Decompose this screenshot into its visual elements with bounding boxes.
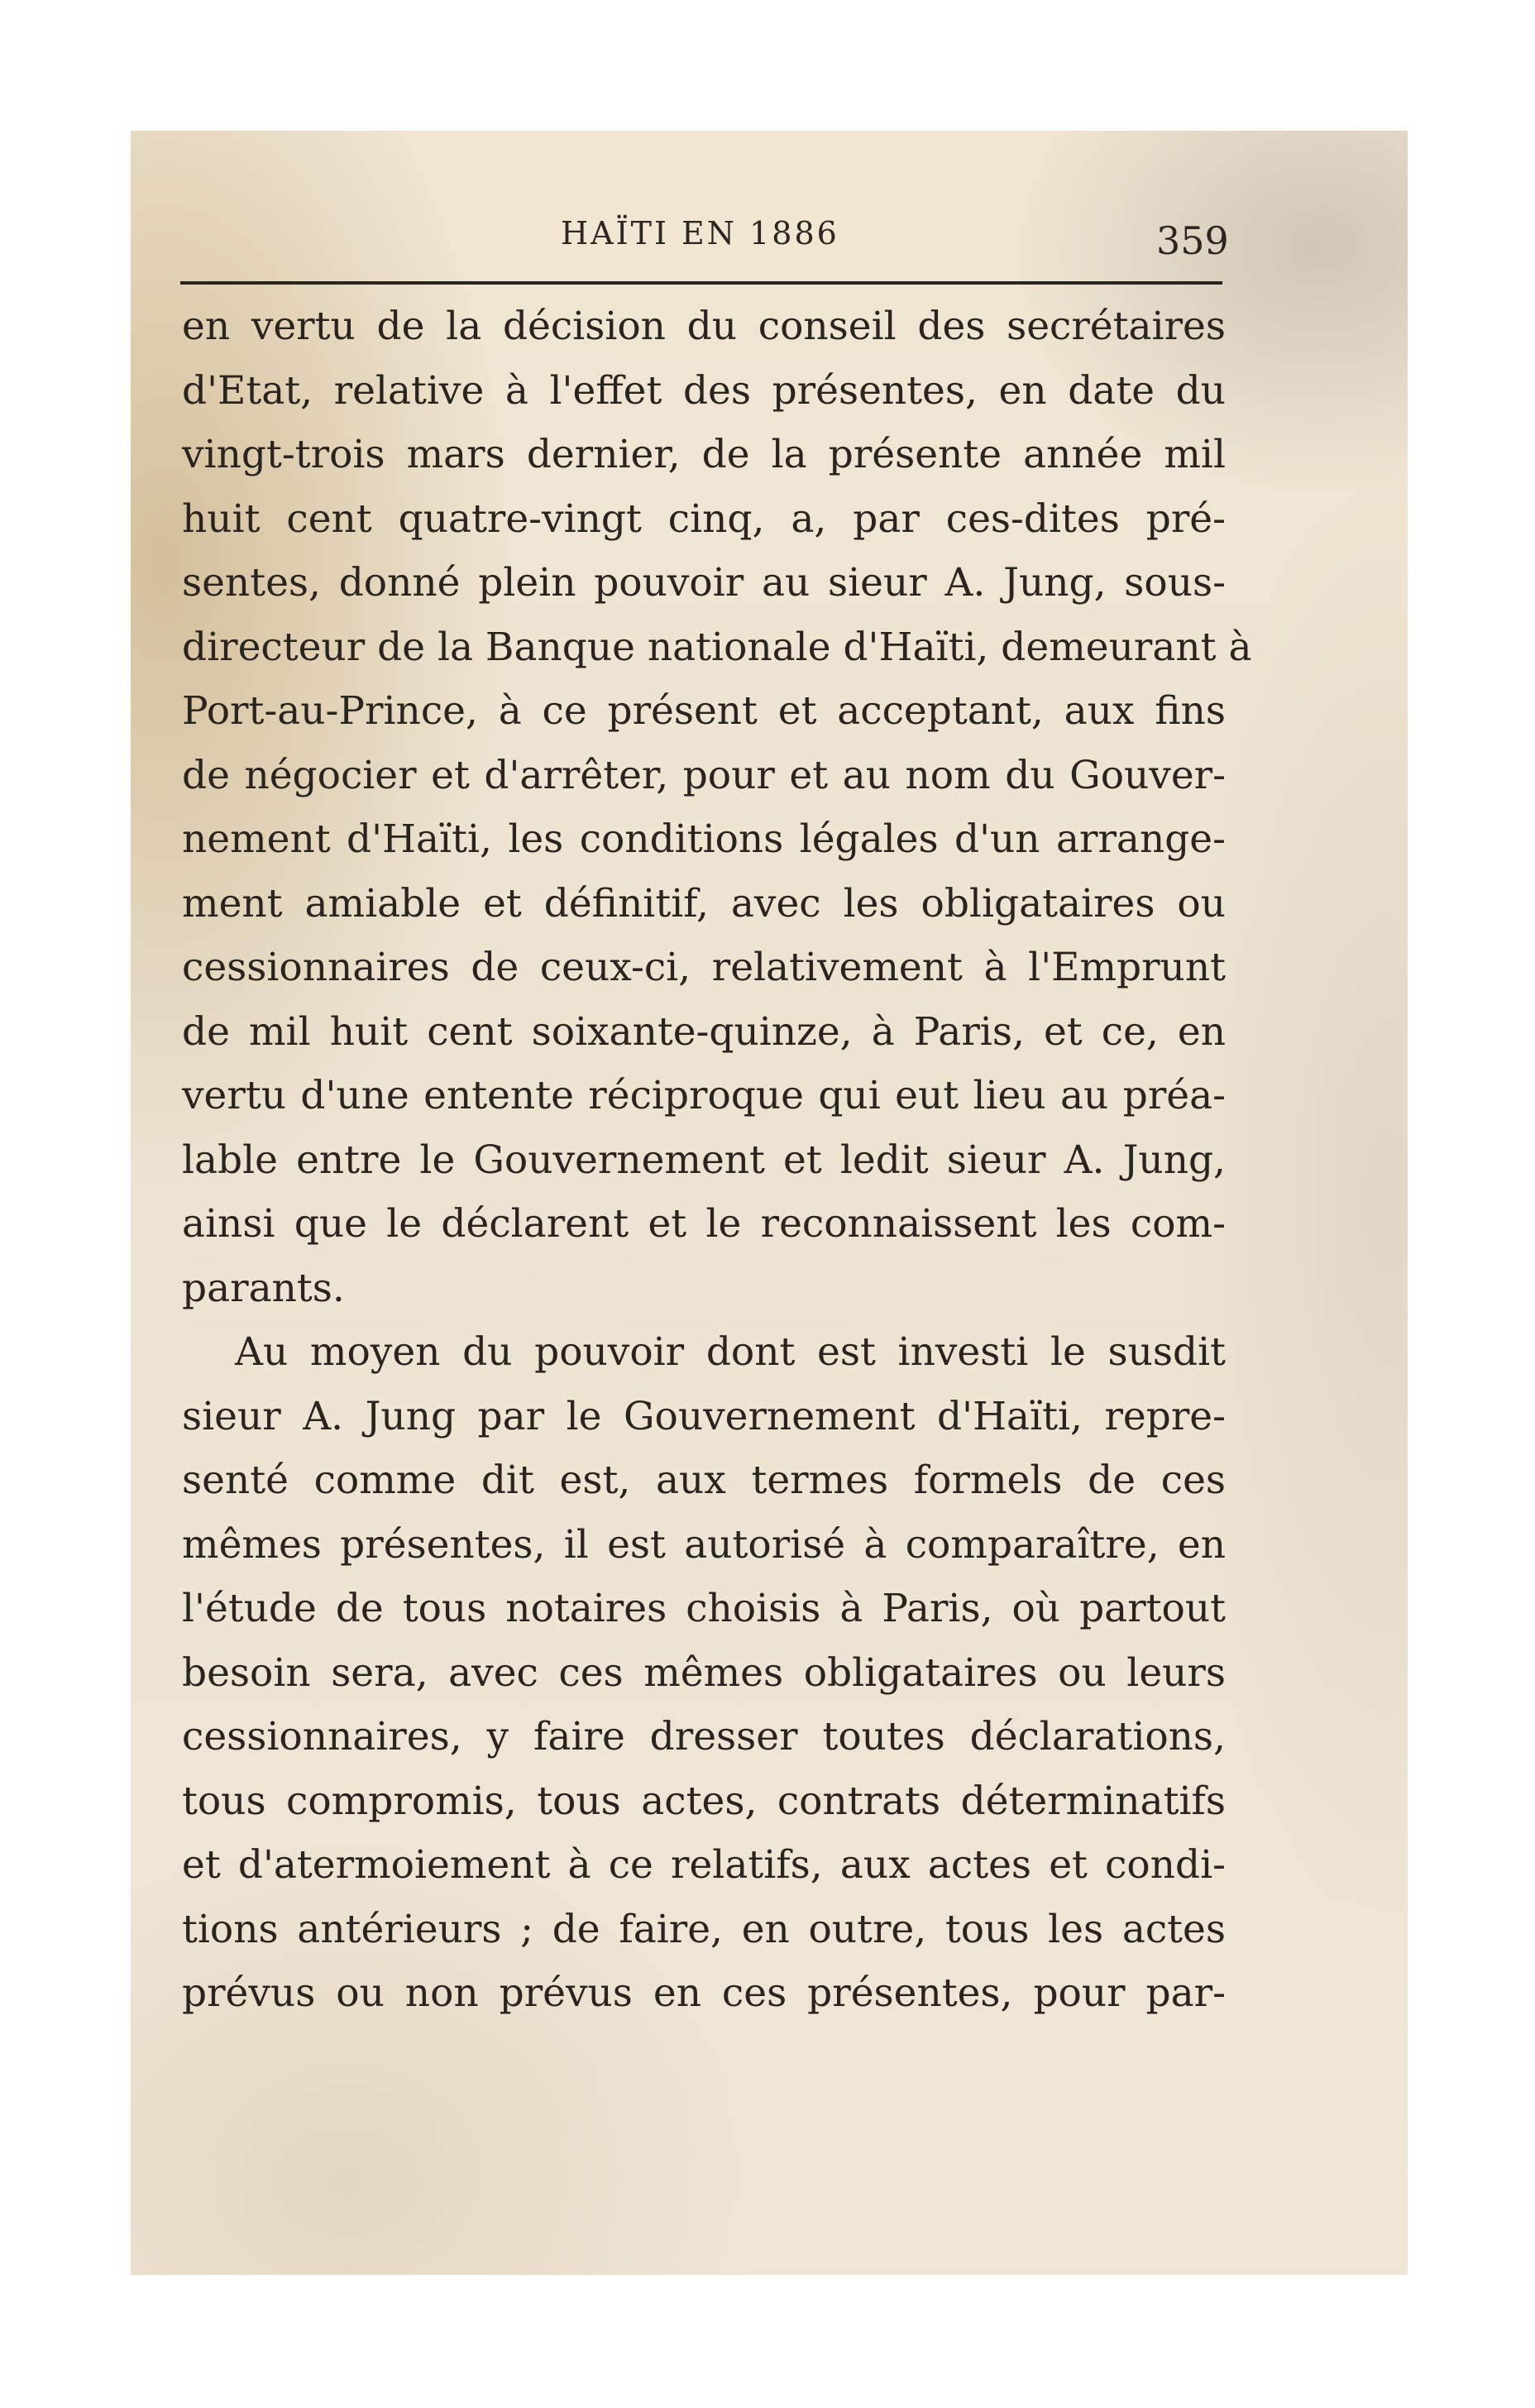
text-line: huit cent quatre-vingt cinq, a, par ces-dites pré- — [182, 495, 1226, 542]
text-line: vertu d'une entente réciproque qui eut lieu au préa- — [182, 1073, 1226, 1118]
text-line: l'étude de tous notaires choisis à Paris, où partout — [182, 1586, 1226, 1631]
body-text — [182, 294, 1252, 2026]
text-line: mêmes présentes, il est autorisé à comparaître, en — [182, 1521, 1226, 1568]
page-number: 359 — [1156, 218, 1229, 263]
text-line: sieur A. Jung par le Gouvernement d'Haïti, repre- — [182, 1393, 1226, 1439]
book-page — [131, 131, 1408, 2275]
text-line: prévus ou non prévus en ces présentes, pour par- — [182, 1970, 1226, 2016]
text-line: cessionnaires de ceux-ci, relativement à l'Emprunt — [182, 945, 1226, 990]
text-line: tous compromis, tous actes, contrats déterminatifs — [182, 1778, 1226, 1824]
text-line: parants. — [182, 1265, 345, 1311]
text-line: besoin sera, avec ces mêmes obligataires ou leurs — [182, 1649, 1226, 1696]
text-line: et d'atermoiement à ce relatifs, aux actes et condi- — [182, 1842, 1226, 1888]
text-line: directeur de la Banque nationale d'Haïti, demeurant à — [182, 624, 1252, 670]
text-line: vingt-trois mars dernier, de la présente année mil — [182, 432, 1226, 477]
text-line: de mil huit cent soixante-quinze, à Paris, et ce, en — [182, 1008, 1226, 1055]
text-line: Port-au-Prince, à ce présent et acceptant, aux fins — [182, 688, 1226, 734]
running-head — [131, 215, 1408, 265]
text-line: ainsi que le déclarent et le reconnaissent les com- — [182, 1201, 1226, 1247]
text-line: d'Etat, relative à l'effet des présentes, en date du — [182, 367, 1226, 414]
header-rule — [180, 281, 1222, 285]
text-line: ment amiable et définitif, avec les obligataires ou — [182, 880, 1226, 926]
text-line: cessionnaires, y faire dresser toutes déclarations, — [182, 1714, 1226, 1759]
text-line: lable entre le Gouvernement et ledit sieur A. Jung, — [182, 1137, 1226, 1183]
text-line: Au moyen du pouvoir dont est investi le susdit — [235, 1329, 1226, 1375]
text-line: de négocier et d'arrêter, pour et au nom du Gouver- — [182, 752, 1226, 798]
text-line: tions antérieurs ; de faire, en outre, tous les actes — [182, 1906, 1226, 1952]
text-line: senté comme dit est, aux termes formels de ces — [182, 1458, 1226, 1503]
text-line: en vertu de la décision du conseil des secrétaires — [182, 304, 1226, 349]
text-line: nement d'Haïti, les conditions légales d'un arrange- — [182, 816, 1226, 862]
text-line: sentes, donné plein pouvoir au sieur A. Jung, sous- — [182, 560, 1226, 606]
running-title: HAÏTI EN 1886 — [561, 215, 839, 251]
